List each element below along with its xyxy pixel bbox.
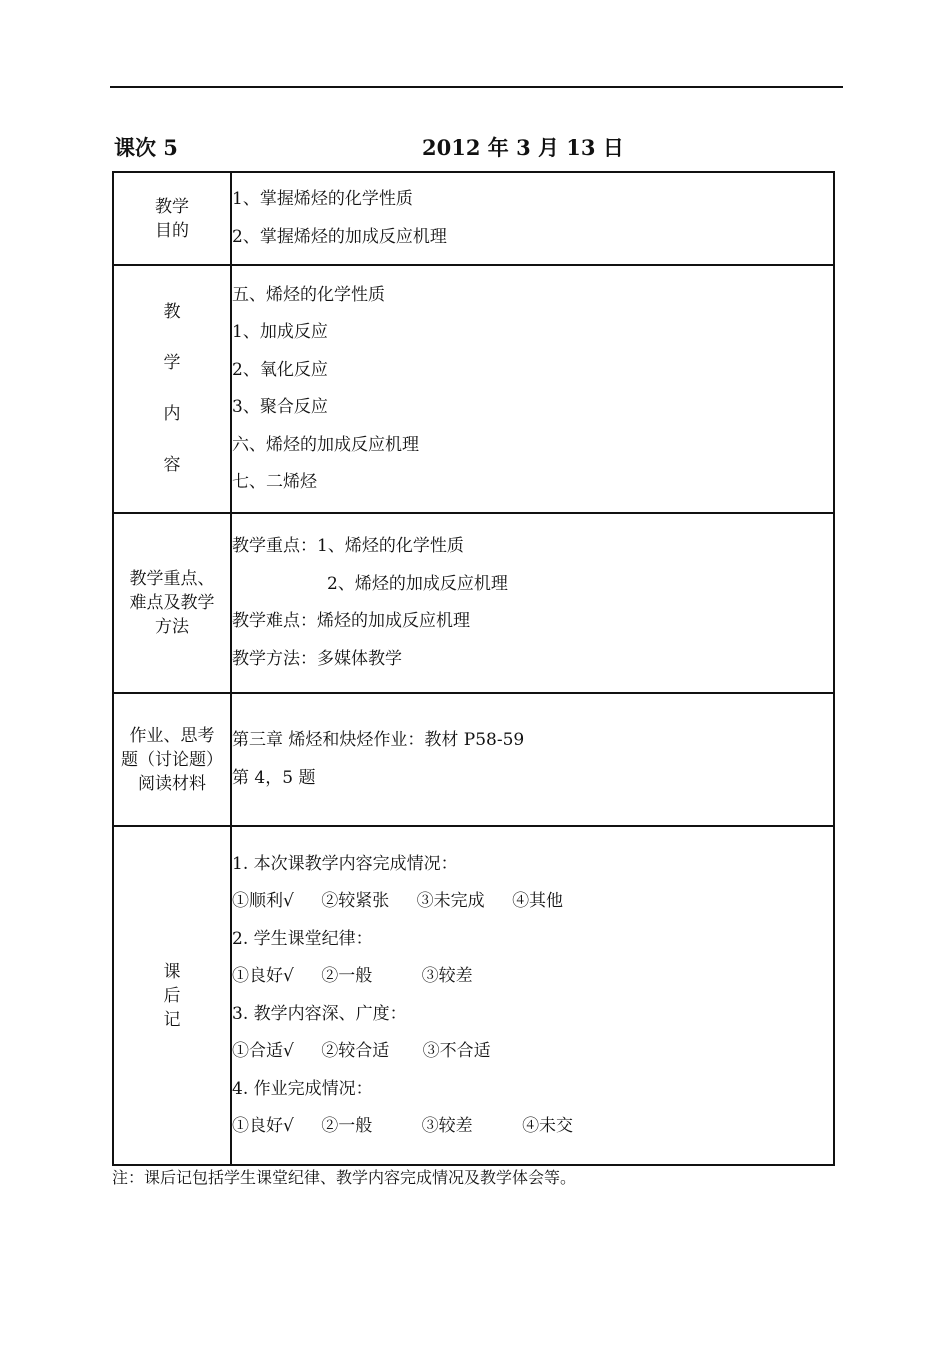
question: 3. 教学内容深、广度： [232,1003,407,1024]
question: 1. 本次课教学内容完成情况： [232,853,458,874]
content-item: 2、氧化反应 [232,359,328,380]
content-item: 1、加成反应 [232,322,328,342]
option: ③较差 [421,1116,473,1136]
content-item: 五、烯烃的化学性质 [232,284,385,305]
focus-content [231,513,834,693]
option: ②较紧张 [321,891,390,911]
option: ③较差 [421,966,473,986]
homework-content [231,693,834,826]
options-line [232,1033,833,1071]
homework-line: 第三章 烯烃和炔烃作业：教材 P58-59 [232,730,525,750]
option: ①良好√ [232,966,294,986]
objectives-row [113,172,834,265]
after-class-row [113,826,834,1165]
options-line [232,1108,833,1146]
content-item: 七、二烯烃 [232,472,317,492]
difficulty-line: 教学难点：烯烃的加成反应机理 [232,611,470,631]
option: ④未交 [522,1116,574,1136]
option: ①合适√ [232,1041,294,1061]
objectives-label: 教学 目的 [113,172,231,265]
top-rule [110,86,843,88]
homework-line: 第 4，5 题 [232,767,316,788]
key-points-line: 教学重点：1、烯烃的化学性质 [232,536,464,556]
method-line: 教学方法：多媒体教学 [232,648,402,669]
lesson-date: 2012 年 3 月 13 日 [422,135,624,160]
after-class-content [231,826,834,1165]
content-label: 教 学 内 容 [113,265,231,513]
option: ②较合适 [321,1041,390,1061]
question: 2. 学生课堂纪律： [232,928,373,949]
option: ①良好√ [232,1116,294,1136]
after-class-label: 课 后 记 [113,826,231,1165]
question: 4. 作业完成情况： [232,1078,373,1099]
content-row [113,265,834,513]
focus-row [113,513,834,693]
option: ③未完成 [416,891,485,911]
option: ①顺利√ [232,891,294,911]
header-row [114,132,834,164]
objective-item: 1、掌握烯烃的化学性质 [232,189,413,209]
options-line [232,883,833,921]
objective-item: 2、掌握烯烃的加成反应机理 [232,226,447,247]
option: ③不合适 [422,1041,491,1061]
focus-label: 教学重点、 难点及教学 方法 [113,513,231,693]
options-line [232,958,833,996]
content-item: 3、聚合反应 [232,397,328,417]
footnote: 注：课后记包括学生课堂纪律、教学内容完成情况及教学体会等。 [112,1168,577,1187]
option: ②一般 [321,966,373,986]
homework-row [113,693,834,826]
homework-label: 作业、思考 题（讨论题） 阅读材料 [113,693,231,826]
key-points-line: 2、烯烃的加成反应机理 [327,573,508,594]
content-items [231,265,834,513]
content-item: 六、烯烃的加成反应机理 [232,434,419,455]
lesson-plan-table [112,171,835,1166]
objectives-content [231,172,834,265]
option: ④其他 [512,891,564,911]
lesson-number: 课次 5 [114,135,178,160]
option: ②一般 [321,1116,373,1136]
